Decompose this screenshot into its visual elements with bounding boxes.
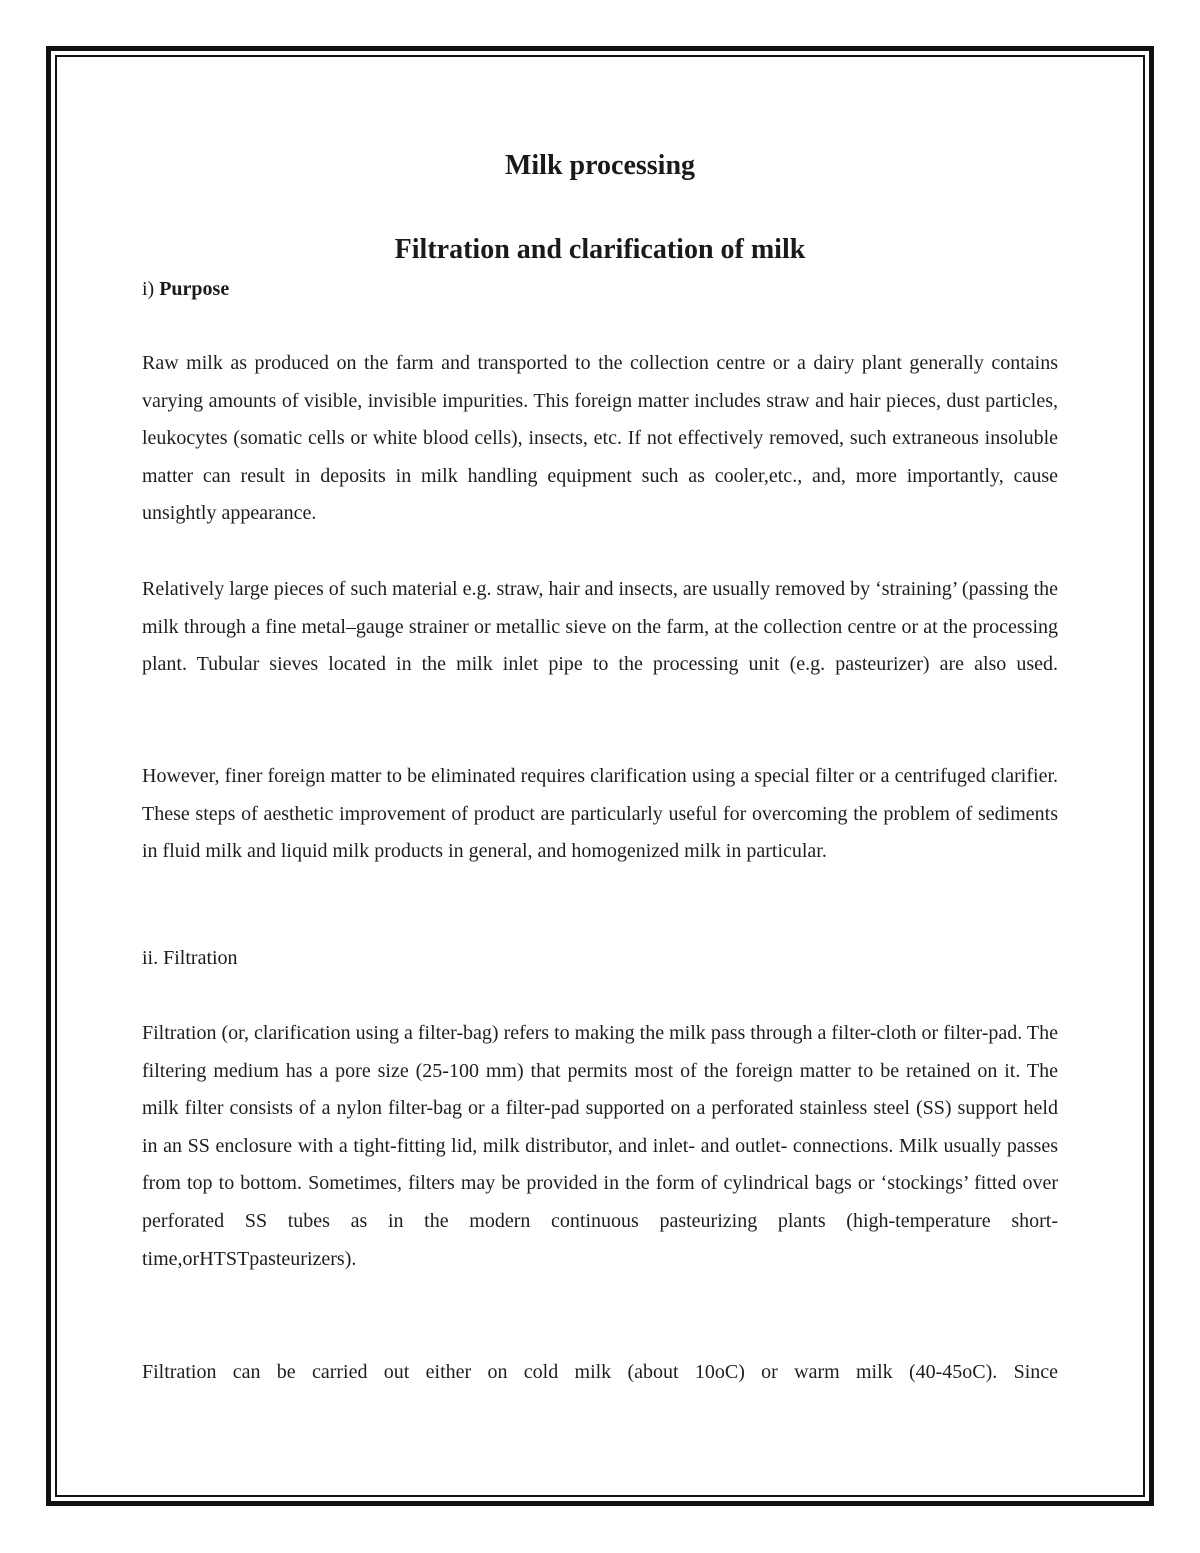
section-number: i)	[142, 278, 155, 300]
section-title: Purpose	[159, 278, 230, 300]
section-heading-purpose	[142, 276, 229, 302]
paragraph-impurities: Raw milk as produced on the farm and transported to the collection centre or a dairy plant generally contains varying amounts of visible, invisible impurities. This foreign matter includes straw and hair pieces, dust particles, leukocytes (somatic cells or white blood cells), insects, etc. If not effectively removed, such extraneous insoluble matter can result in deposits in milk handling equipment such as cooler,etc., and, more importantly, cause unsightly appearance.	[142, 352, 1058, 525]
document-title: Milk processing	[504, 150, 696, 181]
paragraph-straining: Relatively large pieces of such material e.g. straw, hair and insects, are usually removed by ‘straining’ (passing the milk through a fine metal–gauge strainer or metallic sieve on the farm, at the collection centre or at the processing plant. Tubular sieves located in the milk inlet pipe to the processing unit (e.g. pasteurizer) are also used.	[142, 578, 1058, 676]
document-subtitle: Filtration and clarification of milk	[394, 234, 806, 265]
section-heading-filtration: ii. Filtration	[142, 947, 238, 969]
paragraph-filtration: Filtration (or, clarification using a filter-bag) refers to making the milk pass through a filter-cloth or filter-pad. The filtering medium has a pore size (25-100 mm) that permits most of the foreign matter to be retained on it. The milk filter consists of a nylon filter-bag or a filter-pad supported on a perforated stainless steel (SS) support held in an SS enclosure with a tight-fitting lid, milk distributor, and inlet- and outlet- connections. Milk usually passes from top to bottom. Sometimes, filters may be provided in the form of cylindrical bags or ‘stockings’ fitted over perforated SS tubes as in the modern continuous pasteurizing plants (high-temperature short-time,orHTSTpasteurizers).	[142, 1022, 1058, 1270]
paragraph-filtration-temperature: Filtration can be carried out either on cold milk (about 10oC) or warm milk (40-45oC). Since	[142, 1361, 1058, 1383]
paragraph-clarification: However, finer foreign matter to be eliminated requires clarification using a special filter or a centrifuged clarifier. These steps of aesthetic improvement of product are particularly useful for overcoming the problem of sediments in fluid milk and liquid milk products in general, and homogenized milk in particular.	[142, 765, 1058, 863]
